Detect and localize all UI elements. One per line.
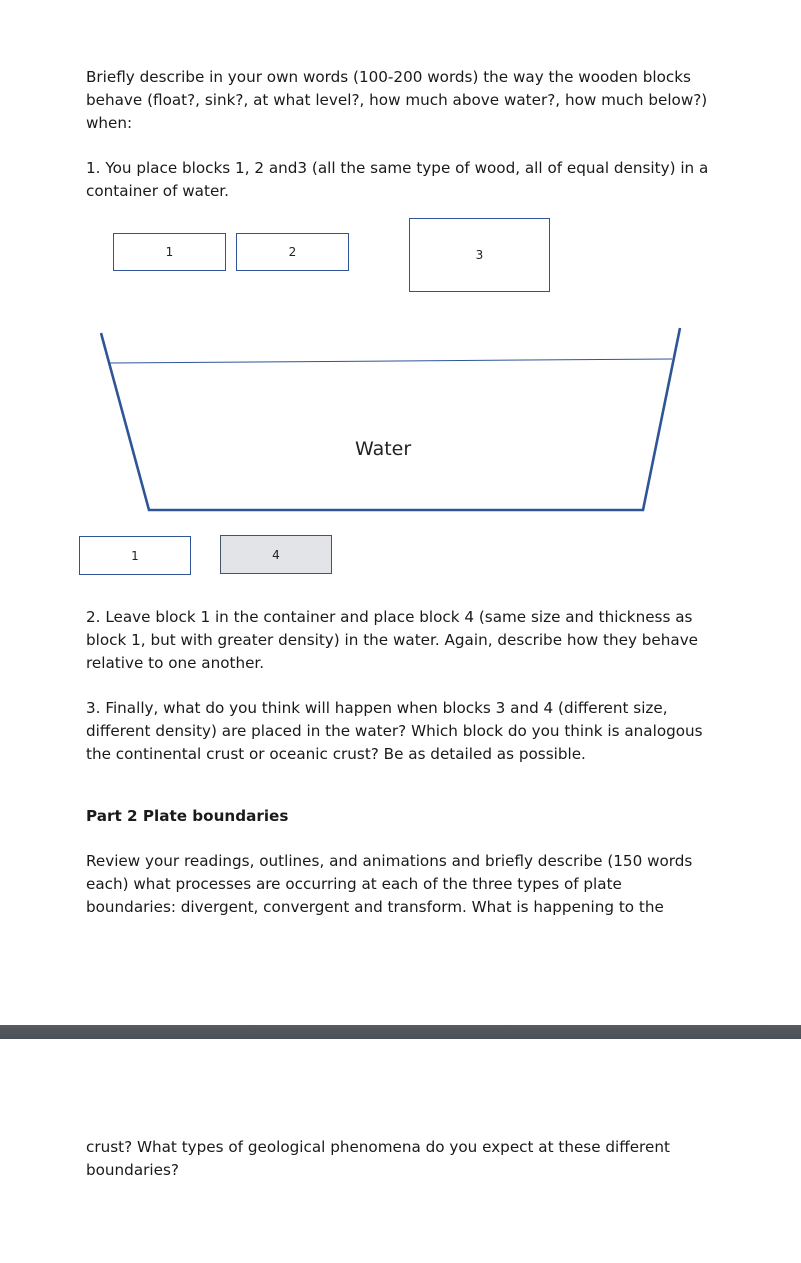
question-1: 1. You place blocks 1, 2 and3 (all the same type of wood, all of equal density) in a container of water. (86, 159, 709, 200)
part-2-heading: Part 2 Plate boundaries (86, 807, 289, 825)
block-label: 1 (131, 548, 139, 563)
water-label: Water (355, 438, 412, 460)
water-surface-line (110, 359, 672, 363)
page-separator (0, 1025, 801, 1039)
intro-paragraph: Briefly describe in your own words (100-200 words) the way the wooden blocks behave (float?, sink?, at what level?, how much above water?, how much below?) when: (86, 68, 708, 132)
block-4 (220, 535, 332, 574)
container-walls (101, 328, 680, 510)
part-2-paragraph-continued: crust? What types of geological phenomena do you expect at these different boundaries? (86, 1138, 670, 1179)
document-page-2 (0, 1039, 801, 1263)
question-2: 2. Leave block 1 in the container and place block 4 (same size and thickness as block 1, but with greater density) in the water. Again, describe how they behave relative to one another. (86, 608, 699, 672)
block-label: 3 (475, 248, 484, 262)
block-1-bottom (79, 536, 191, 575)
block-label: 2 (288, 245, 297, 259)
block-label: 4 (272, 547, 280, 562)
block-label: 1 (165, 245, 174, 259)
question-3: 3. Finally, what do you think will happen when blocks 3 and 4 (different size, different density) are placed in the water? Which block do you think is analogous the continental crust or oceanic crust? Be as detailed as possible. (86, 699, 703, 763)
part-2-paragraph: Review your readings, outlines, and animations and briefly describe (150 words each) what processes are occurring at each of the three types of plate boundaries: divergent, convergent and transform. What is happening to the (86, 852, 693, 916)
